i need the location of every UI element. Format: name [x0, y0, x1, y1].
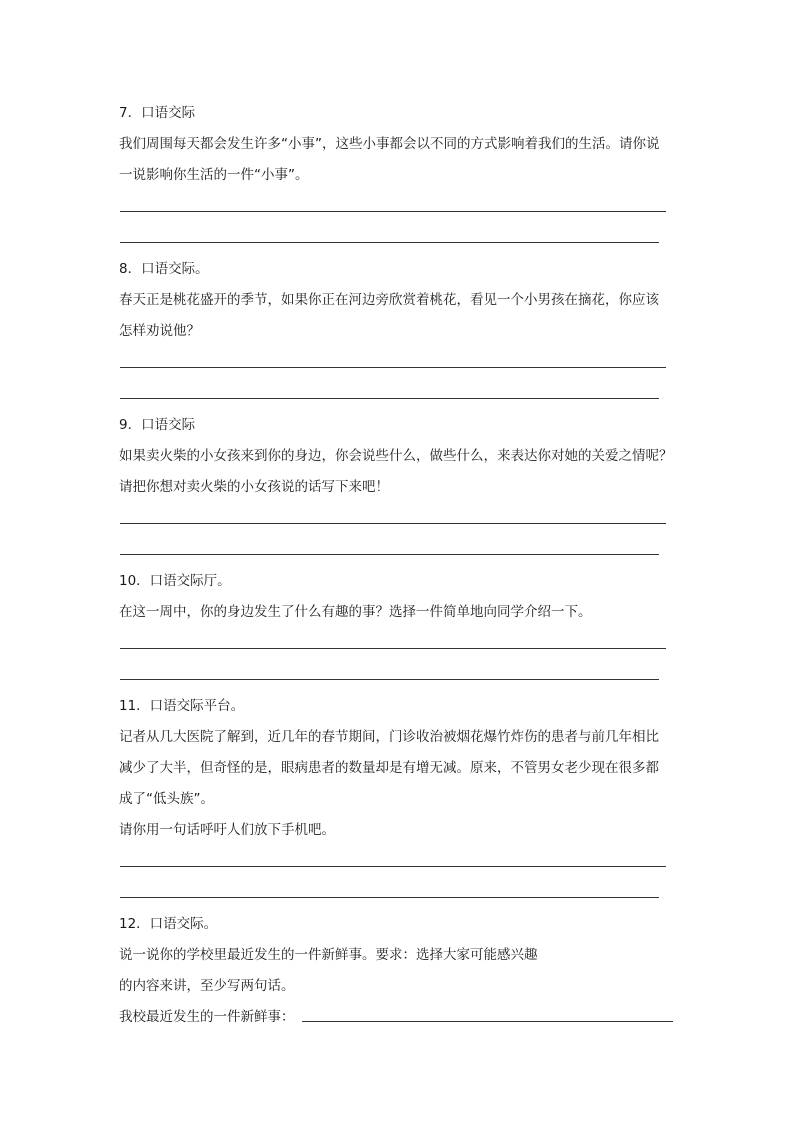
question-11-title: 11．口语交际平台。 — [119, 698, 245, 714]
question-11-text-line-2: 减少了大半，但奇怪的是，眼病患者的数量却是有增无减。原来，不管男女老少现在很多都 — [119, 760, 659, 776]
question-7-title: 7．口语交际 — [119, 105, 196, 121]
question-12-text-line-1: 说一说你的学校里最近发生的一件新鲜事。要求：选择大家可能感兴趣 — [119, 947, 538, 963]
question-12-fill-blank[interactable] — [302, 1021, 673, 1022]
question-12-text-line-2: 的内容来讲，至少写两句话。 — [119, 978, 295, 994]
question-10-answer-line-1[interactable] — [120, 648, 666, 649]
question-8-text-line-1: 春天正是桃花盛开的季节，如果你正在河边旁欣赏着桃花，看见一个小男孩在摘花，你应该 — [119, 292, 659, 308]
question-8-answer-line-1[interactable] — [120, 367, 666, 368]
question-9-title: 9．口语交际 — [119, 417, 196, 433]
question-12-title: 12．口语交际。 — [119, 916, 218, 932]
question-11-answer-line-1[interactable] — [120, 866, 666, 867]
question-10-title: 10．口语交际厅。 — [119, 573, 231, 589]
question-11-text-line-4: 请你用一句话呼吁人们放下手机吧。 — [119, 822, 335, 838]
question-9-text-line-1: 如果卖火柴的小女孩来到你的身边，你会说些什么，做些什么，来表达你对她的关爱之情呢？ — [119, 448, 673, 464]
question-12-fill-prompt: 我校最近发生的一件新鲜事： — [119, 1009, 295, 1025]
question-11-answer-line-2[interactable] — [120, 897, 659, 898]
question-9-answer-line-2[interactable] — [120, 554, 659, 555]
question-8-title: 8．口语交际。 — [119, 261, 209, 277]
question-7-answer-line-2[interactable] — [120, 242, 659, 243]
question-10-text-line-1: 在这一周中，你的身边发生了什么有趣的事？选择一件简单地向同学介绍一下。 — [119, 604, 592, 620]
question-7-answer-line-1[interactable] — [120, 211, 666, 212]
question-7-text-line-2: 一说影响你生活的一件“小事”。 — [119, 167, 309, 183]
question-7-text-line-1: 我们周围每天都会发生许多“小事”，这些小事都会以不同的方式影响着我们的生活。请你说 — [119, 136, 660, 152]
question-8-text-line-2: 怎样劝说他？ — [119, 323, 200, 339]
question-9-answer-line-1[interactable] — [120, 523, 666, 524]
question-9-text-line-2: 请把你想对卖火柴的小女孩说的话写下来吧！ — [119, 479, 389, 495]
question-11-text-line-3: 成了“低头族”。 — [119, 791, 214, 807]
question-10-answer-line-2[interactable] — [120, 679, 659, 680]
question-8-answer-line-2[interactable] — [120, 398, 659, 399]
question-11-text-line-1: 记者从几大医院了解到，近几年的春节期间，门诊收治被烟花爆竹炸伤的患者与前几年相比 — [119, 729, 659, 745]
